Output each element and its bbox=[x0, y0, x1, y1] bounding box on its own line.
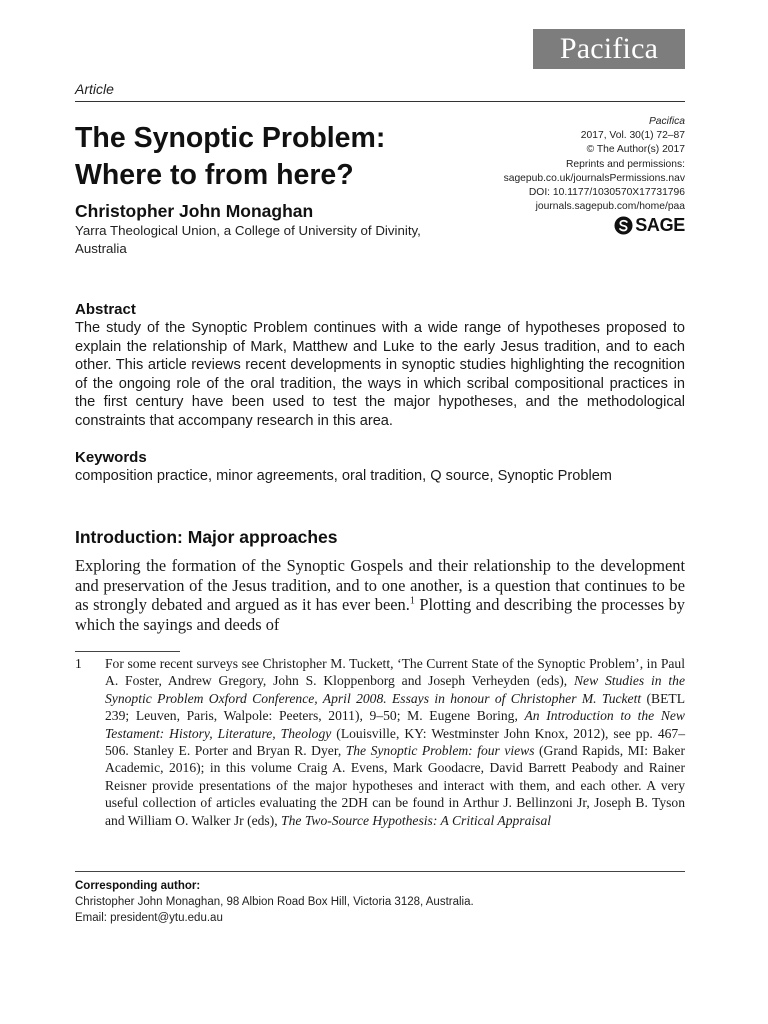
introduction-paragraph bbox=[75, 556, 685, 634]
abstract-text: The study of the Synoptic Problem continues with a wide range of hypotheses proposed to explain the relationship of Mark, Matthew and Luke to the early Jesus tradition, and to each other. This article reviews recent developments in synoptic studies highlighting the recognition of the ongoing role of the oral tradition, the ways in which scribal compositional practices in the first century have been used to test the major hypotheses, and the methodological constraints that accompany research in this area. bbox=[75, 320, 685, 429]
keywords-heading: Keywords bbox=[75, 449, 147, 466]
footnote-title-1: New Studies in the Synoptic Problem Oxford Conference, April 2008. Essays in honour of Christopher M. Tuckett bbox=[105, 673, 685, 706]
meta-copyright: © The Author(s) 2017 bbox=[586, 144, 685, 156]
meta-volume: 2017, Vol. 30(1) 72–87 bbox=[580, 130, 685, 142]
footnote-title-2: An Introduction to the New Testament: History, Literature, Theology bbox=[105, 708, 685, 741]
corresponding-email[interactable]: Email: president@ytu.edu.au bbox=[75, 912, 223, 924]
footnote-part-4: (Grand Rapids, MI: Baker Academic, 2016); in this volume Craig A. Evens, Mark Goodacre, David Barrett Peabody and Rainer Reisner provide presentations of the major hypotheses and interact with them, and each other. A very useful collection of articles evaluating the 2DH can be found in Arthur J. Bellinzoni Jr, Joseph B. Tyson and William O. Walker Jr (eds), bbox=[105, 743, 685, 828]
footnote-part-1: For some recent surveys see Christopher M. Tuckett, ‘The Current State of the Synoptic Problem’, in Paul A. Foster, Andrew Gregory, John S. Kloppenborg and Joseph Verheyden (eds), bbox=[105, 656, 685, 689]
meta-reprints: Reprints and permissions: bbox=[565, 158, 685, 170]
introduction-heading: Introduction: Major approaches bbox=[75, 527, 338, 547]
corresponding-address: Christopher John Monaghan, 98 Albion Road Box Hill, Victoria 3128, Australia. bbox=[75, 896, 474, 908]
footnote-title-4: The Two-Source Hypothesis: A Critical Appraisal bbox=[281, 812, 552, 828]
title-line-2: Where to from here? bbox=[75, 159, 354, 191]
footnote-text bbox=[105, 655, 685, 829]
meta-journal: Pacifica bbox=[648, 116, 685, 127]
abstract-heading: Abstract bbox=[75, 301, 136, 318]
meta-permissions-link[interactable]: sagepub.co.uk/journalsPermissions.nav bbox=[503, 172, 685, 184]
footnote-part-2: (BETL 239; Leuven, Paris, Walpole: Peeters, 2011), 9–50; M. Eugene Boring, bbox=[105, 690, 685, 724]
intro-text-part-2: Plotting and describing the processes by which the sayings and deeds of bbox=[75, 595, 685, 634]
footnote-reference[interactable]: 1 bbox=[409, 595, 415, 607]
keywords-text: composition practice, minor agreements, oral tradition, Q source, Synoptic Problem bbox=[75, 468, 612, 484]
header-divider bbox=[75, 101, 685, 102]
article-type-label: Article bbox=[75, 81, 114, 97]
corresponding-divider bbox=[75, 871, 685, 872]
journal-logo: Pacifica bbox=[533, 29, 685, 69]
footnote-number: 1 bbox=[75, 656, 82, 671]
meta-homepage-link[interactable]: journals.sagepub.com/home/paa bbox=[535, 201, 685, 213]
meta-doi[interactable]: DOI: 10.1177/1030570X17731796 bbox=[528, 187, 685, 199]
intro-text-part-1: Exploring the formation of the Synoptic Gospels and their relationship to the development and preservation of the Jesus tradition, and to one another, is a question that continues to be as strongly debated and argued as it has ever been. bbox=[75, 556, 685, 615]
sage-s-icon bbox=[614, 216, 633, 235]
corresponding-heading: Corresponding author: bbox=[75, 880, 201, 892]
publisher-logo bbox=[614, 215, 685, 236]
footnote-title-3: The Synoptic Problem: four views bbox=[345, 743, 535, 759]
title-line-1: The Synoptic Problem: bbox=[75, 122, 386, 154]
publisher-name: SAGE bbox=[635, 215, 685, 235]
footnote-divider bbox=[75, 651, 180, 652]
author-name: Christopher John Monaghan bbox=[75, 201, 314, 221]
author-affiliation: Yarra Theological Union, a College of University of Divinity, Australia bbox=[75, 223, 421, 256]
article-title bbox=[75, 120, 465, 194]
footnote-part-3: (Louisville, KY: Westminster John Knox, 2012), see pp. 467–506. Stanley E. Porter and Bryan R. Dyer, bbox=[105, 725, 686, 759]
